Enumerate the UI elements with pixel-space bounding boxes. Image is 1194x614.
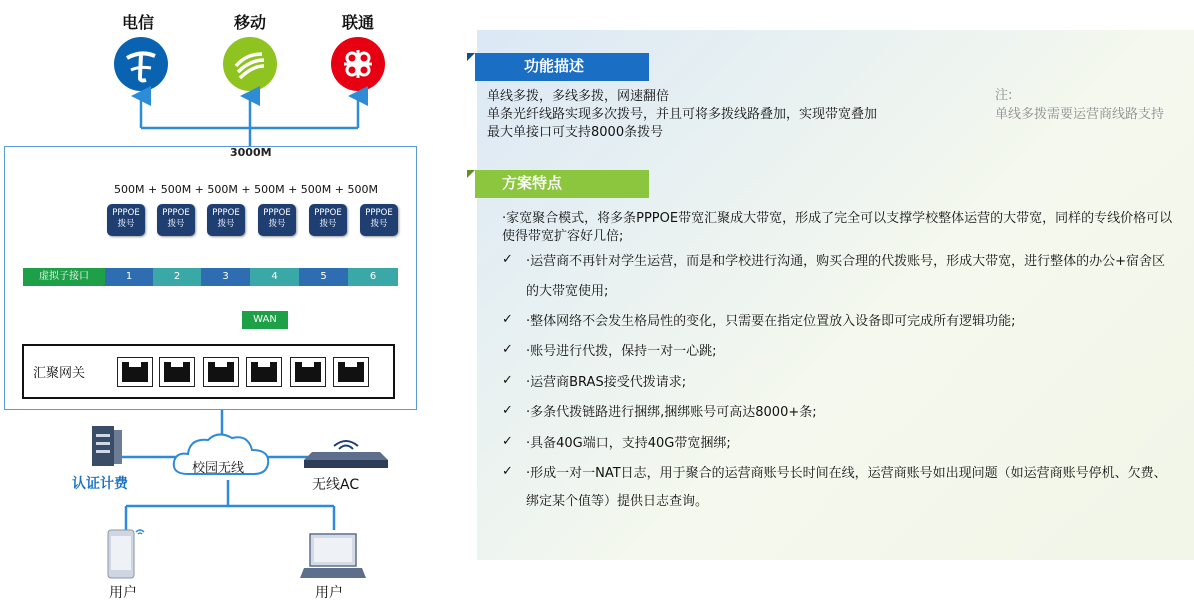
pppoe-dial-box: PPPOE 拨号 — [309, 204, 347, 236]
feature-item — [502, 373, 1174, 403]
function-line: 最大单接口可支持8000条拨号 — [487, 125, 664, 140]
function-line: 单条光纤线路实现多次拨号，并且可将多拨线路叠加，实现带宽叠加 — [487, 107, 878, 122]
carrier-mobile-label: 移动 — [233, 13, 266, 32]
virtual-port: 3 — [201, 268, 250, 286]
user-label-phone: 用户 — [109, 585, 137, 601]
ethernet-port-icon — [333, 357, 369, 387]
pppoe-dial-box: PPPOE 拨号 — [360, 204, 398, 236]
feature-text: ·运营商BRAS接受代拨请求; — [526, 375, 687, 390]
solution-intro: ·家宽聚合模式，将多条PPPOE带宽汇聚成大带宽，形成了完全可以支撑学校整体运营的大带宽，同样的专线价格可以使得带宽扩容好几倍; — [502, 211, 1173, 244]
ethernet-port-icon — [203, 357, 239, 387]
ethernet-port-icon — [117, 357, 153, 387]
check-icon: ✓ — [502, 464, 513, 479]
note-block — [995, 86, 1164, 124]
pppoe-dial-box: PPPOE 拨号 — [157, 204, 195, 236]
virtual-port: 6 — [348, 268, 398, 286]
user-label-laptop: 用户 — [315, 585, 343, 601]
feature-item — [502, 342, 1174, 373]
function-header: 功能描述 — [524, 57, 585, 75]
solution-header: 方案特点 — [502, 174, 563, 192]
note-text: 单线多拨需要运营商线路支持 — [995, 107, 1165, 122]
note-title: 注: — [995, 88, 1013, 103]
feature-item — [502, 403, 1174, 434]
mobile-phone-icon — [106, 524, 146, 580]
campus-wireless-label: 校园无线 — [192, 461, 245, 476]
feature-text: ·整体网络不会发生格局性的变化，只需要在指定位置放入设备即可完成所有逻辑功能; — [526, 314, 1016, 329]
virtual-interface-label: 虚拟子接口 — [23, 268, 105, 286]
wireless-ac-icon — [302, 436, 390, 470]
laptop-icon — [300, 532, 366, 580]
check-icon: ✓ — [502, 342, 513, 357]
function-line: 单线多拨，多线多拨，网速翻倍 — [487, 89, 670, 104]
pppoe-dial-box: PPPOE 拨号 — [107, 204, 145, 236]
virtual-port: 4 — [250, 268, 299, 286]
feature-text: ·具备40G端口，支持40G带宽捆绑; — [526, 436, 731, 451]
solution-header-shape — [467, 168, 667, 200]
feature-item — [502, 464, 1174, 524]
feature-list — [502, 252, 1174, 524]
gateway-label: 汇聚网关 — [33, 366, 86, 381]
feature-item — [502, 312, 1174, 342]
auth-billing-label: 认证计费 — [72, 476, 128, 492]
carrier-telecom-label: 电信 — [121, 13, 154, 32]
feature-text: ·运营商不再针对学生运营，而是和学校进行沟通，购买合理的代拨账号，形成大带宽，进行整体的办公+宿舍区的大带宽使用; — [526, 254, 1166, 299]
check-icon: ✓ — [502, 252, 513, 267]
ethernet-port-icon — [246, 357, 282, 387]
ethernet-port-icon — [290, 357, 326, 387]
feature-text: ·账号进行代拨，保持一对一心跳; — [526, 344, 717, 359]
check-icon: ✓ — [502, 373, 513, 388]
check-icon: ✓ — [502, 312, 513, 327]
check-icon: ✓ — [502, 434, 513, 449]
virtual-port: 5 — [299, 268, 348, 286]
pppoe-dial-box: PPPOE 拨号 — [258, 204, 296, 236]
carrier-unicom-label: 联通 — [341, 13, 374, 32]
total-bandwidth-label: 3000M — [230, 146, 272, 159]
feature-text: ·形成一对一NAT日志，用于聚合的运营商账号长时间在线，运营商账号如出现问题（如运营商账号停机、欠费、绑定某个值等）提供日志查询。 — [526, 466, 1167, 509]
feature-item — [502, 252, 1174, 312]
virtual-port: 2 — [153, 268, 201, 286]
server-icon — [90, 424, 124, 468]
ethernet-port-icon — [159, 357, 195, 387]
virtual-port: 1 — [105, 268, 153, 286]
wireless-ac-label: 无线AC — [312, 477, 360, 493]
wan-label: WAN — [242, 311, 288, 329]
feature-text: ·多条代拨链路进行捆绑,捆绑账号可高达8000+条; — [526, 405, 817, 420]
line-bandwidths-label: 500M + 500M + 500M + 500M + 500M + 500M — [114, 183, 378, 196]
pppoe-dial-box: PPPOE 拨号 — [207, 204, 245, 236]
check-icon: ✓ — [502, 403, 513, 418]
function-description — [487, 88, 877, 142]
